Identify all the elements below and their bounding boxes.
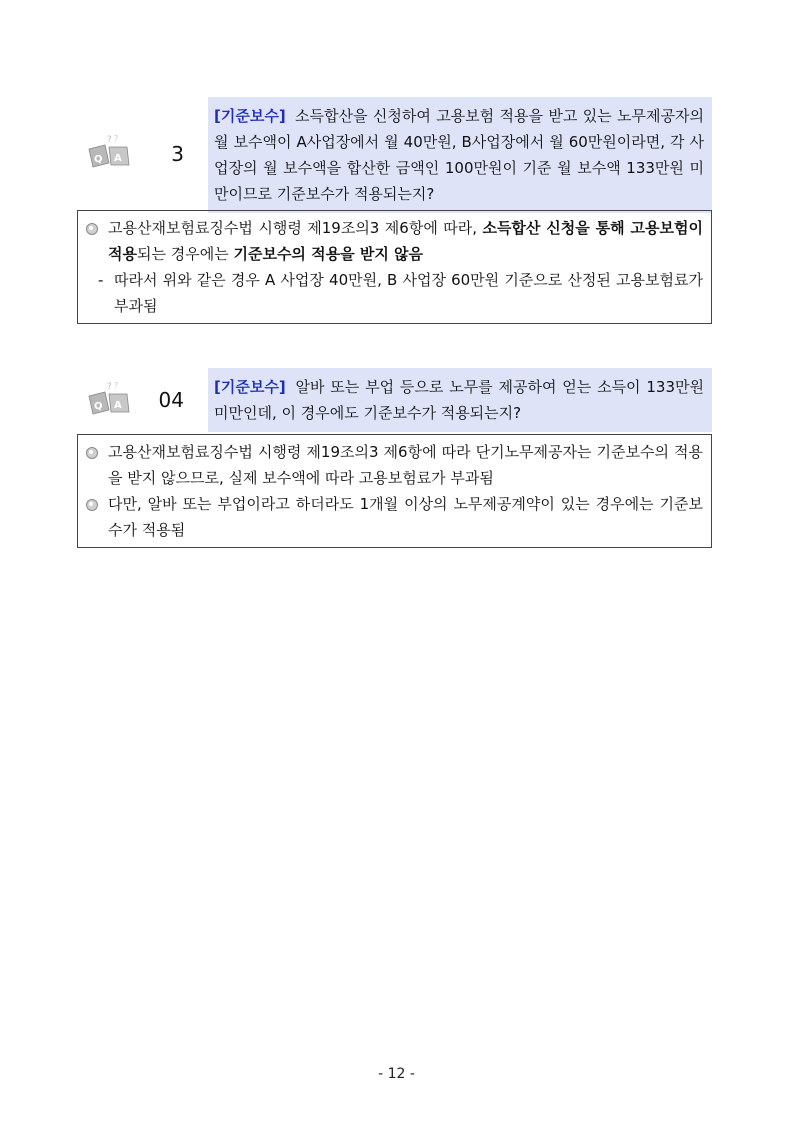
answer-item xyxy=(84,491,703,543)
answer-sub-item: - 따라서 위와 같은 경우 A 사업장 40만원, B 사업장 60만원 기준으로 산정된 고용보험료가 부과됨 xyxy=(84,267,703,319)
svg-text:Q: Q xyxy=(94,154,103,165)
answer-text: 고용산재보험료징수법 시행령 제19조의3 제6항에 따라, 소득합산 신청을 통해 고용보험이 적용되는 경우에는 기준보수의 적용을 받지 않음 xyxy=(108,219,704,263)
answer-item xyxy=(84,439,703,491)
qa-icon-cell xyxy=(77,97,208,213)
qa-question xyxy=(208,368,712,432)
qa-number: 3 xyxy=(171,142,184,166)
svg-text:A: A xyxy=(114,153,122,164)
bullet-dot-icon xyxy=(84,439,108,491)
bullet-dot-icon xyxy=(84,491,108,543)
qa-dice-icon xyxy=(85,380,135,418)
qa-question-text: 소득합산을 신청하여 고용보험 적용을 받고 있는 노무제공자의 월 보수액이 A사업장에서 월 40만원, B사업장에서 월 60만원이라면, 각 사업장의 월 보수액을 합산한 금액인 100만원이 기준 월 보수액 133만원 미만이므로 기준보수가 적용되는지? xyxy=(214,107,704,203)
svg-text:A: A xyxy=(114,400,122,411)
qa-tag: [기준보수] xyxy=(214,378,286,396)
answer-item xyxy=(84,215,703,267)
qa-answer-1 xyxy=(77,210,712,324)
qa-icon-cell xyxy=(77,368,208,432)
qa-answer-2 xyxy=(77,434,712,548)
svg-text:?: ? xyxy=(107,382,112,392)
qa-dice-icon xyxy=(85,133,135,171)
qa-tag: [기준보수] xyxy=(214,107,286,125)
qa-number: 04 xyxy=(158,388,184,412)
svg-text:?: ? xyxy=(114,381,119,390)
qa-question-text: 알바 또는 부업 등으로 노무를 제공하여 얻는 소득이 133만원 미만인데, 이 경우에도 기준보수가 적용되는지? xyxy=(214,378,704,422)
qa-item-2 xyxy=(77,368,712,432)
answer-text: 고용산재보험료징수법 시행령 제19조의3 제6항에 따라 단기노무제공자는 기준보수의 적용을 받지 않으므로, 실제 보수액에 따라 고용보험료가 부과됨 xyxy=(108,443,703,487)
svg-text:Q: Q xyxy=(94,401,103,412)
svg-text:?: ? xyxy=(107,135,112,145)
svg-text:?: ? xyxy=(114,134,119,143)
page-number: - 12 - xyxy=(378,1066,415,1082)
qa-item-1 xyxy=(77,97,712,213)
bullet-dot-icon xyxy=(84,215,108,267)
answer-sub-text: 따라서 위와 같은 경우 A 사업장 40만원, B 사업장 60만원 기준으로 산정된 고용보험료가 부과됨 xyxy=(114,271,703,315)
answer-text: 다만, 알바 또는 부업이라고 하더라도 1개월 이상의 노무제공계약이 있는 경우에는 기준보수가 적용됨 xyxy=(108,495,703,539)
qa-question xyxy=(208,97,712,213)
